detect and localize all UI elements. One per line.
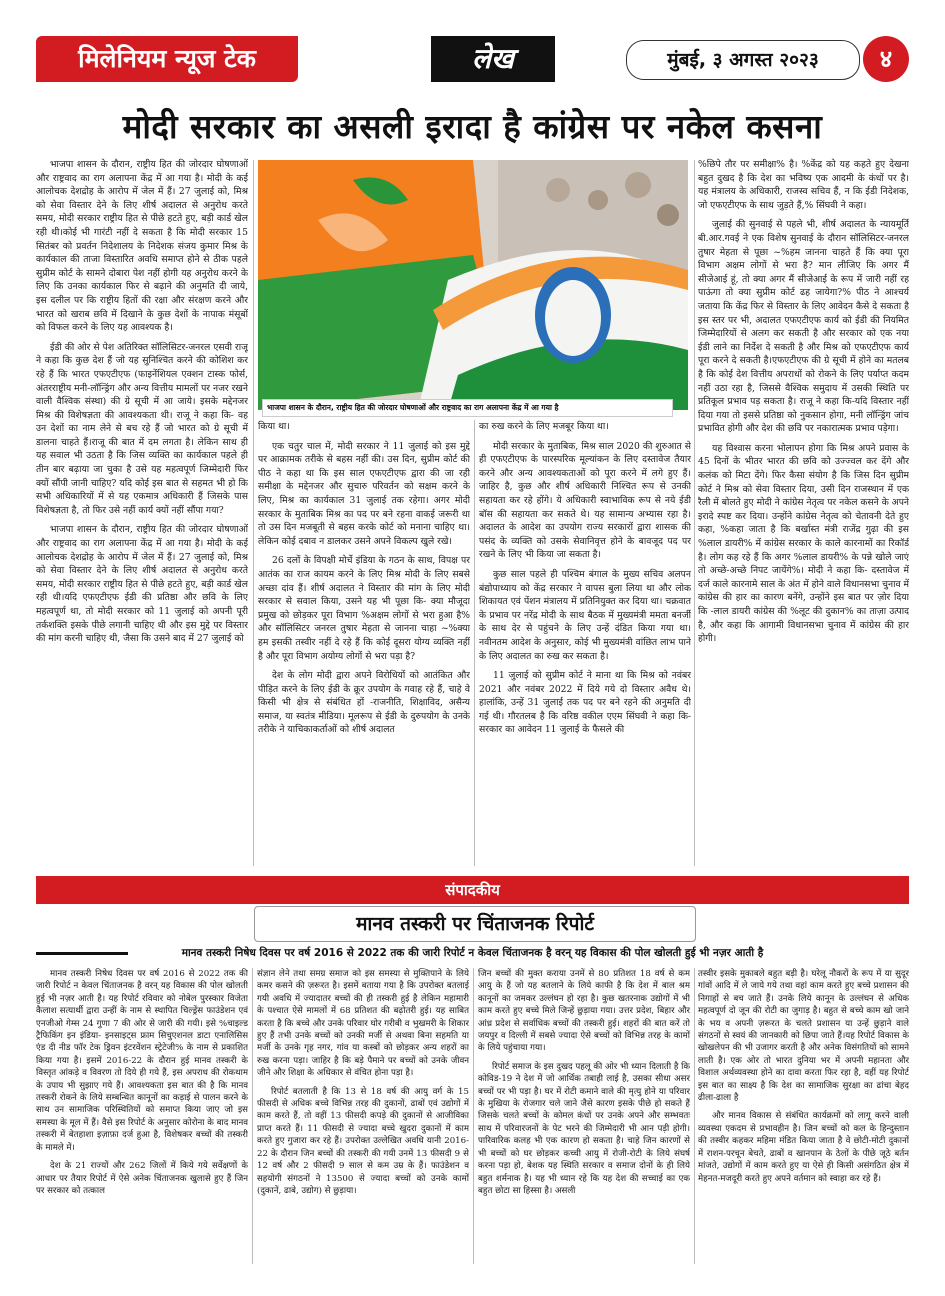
column-rule (253, 160, 254, 866)
photo-caption: भाजपा शासन के दौरान, राष्ट्रीय हित की जोरदार घोषणाओं और राष्ट्रवाद का राग अलापना केंद्र में आ गया है (262, 399, 673, 417)
paragraph: जुलाई की सुनवाई से पहले भी, शीर्ष अदालत के न्यायमूर्ति बी.आर.गवई ने एक विशेष सुनवाई के दौरान सॉलिसिटर-जनरल तुषार मेहता से पूछा ~%हम जानना चाहते हैं कि क्या पूरा विभाग अक्षम लोगों से भरा है? मान लीजिए कि अगर मैं सीजेआई हूं, तो क्या अगर मैं सीजेआई के रूप में जारी नहीं रह पाऊंगा तो क्या सुप्रीम कोर्ट ढह जायेगा?% पीठ ने आश्चर्य जताया कि केंद्र फिर से विस्तार के लिए आवेदन कैसे दे सकता है इस स्तर पर भी, अदालत एफएटीएफ कार्य को ईडी की नियमित जिम्मेदारियों से अलग कर सकती है और सरकार को एक नया ईडी लाने का निर्देश दे सकती है और मिश्र को एफएटीएफ कार्य पूरा करने दे सकती है।एफएटीएफ की ग्रे सूची में होने का मतलब है कि कोई देश वित्तीय अपराधों को रोकने के लिए पर्याप्त कदम नहीं उठा रहा है, जिससे वैश्विक समुदाय में उसकी स्थिति पर प्रतिकूल प्रभाव पड़ सकता है। राजू ने कहा कि-यदि विस्तार नहीं दिया गया तो इससे प्रतिष्ठा को नुकसान होगा, मनी लॉन्ड्रिंग जांच प्रभावित होगी और देश की छवि पर नकारात्मक प्रभाव पड़ेगा। (698, 219, 909, 435)
paragraph: रिपोर्ट बतलाती है कि 13 से 18 वर्ष की आयु वर्ग के 15 फीसदी से अधिक बच्चे विभिन्न तरह की दुकानों, ढाबों एवं उद्योगों में काम करते हैं, तो वहीं 13 फीसदी कपड़े की दुकानों से आजीविका प्राप्त करते हैं। 11 फीसदी से ज्यादा बच्चे खुदरा दुकानों में काम करते हुए गुजारा कर रहे हैं। उपरोक्त उल्लेखित अवधि यानी 2016-22 के दौरान जिन बच्चों की तस्करी की गयी उनमें 13 फीसदी 9 से 12 वर्ष और 2 फीसदी 9 साल से कम उम्र के हैं। फाउंडेशन व सहयोगी संगठनों ने 13500 से ज्यादा बच्चों को उनके कामों (दुकानें, ढाबे, उद्योग) से छुड़ाया। (257, 1086, 469, 1196)
paragraph: और मानव विकास से संबंधित कार्यक्रमों को लागू करने वाली व्यवस्था एकदम से प्रभावहीन है। जिन बच्चों को कल के हिन्दुस्तान की तस्वीर कहकर महिमा मंडित किया जाता है वे छोटी-मोटी दुकानों में राशन-परचून बेचते, ढाबों व खानपान के ठेलों के पीछे जूठे बर्तन मांजते, उद्योगों में काम करते हुए या ऐसे ही किसी असंगठित क्षेत्र में मेहनत-मजदूरी करते हुए अपने वर्तमान को स्वाहा कर रहे हैं। (698, 1111, 909, 1184)
newspaper-brand: मिलेनियम न्यूज टेक (36, 36, 298, 82)
paragraph: एक चतुर चाल में, मोदी सरकार ने 11 जुलाई को इस मुद्दे पर आक्रामक तरीके से बहस नहीं की। उस दिन, सुप्रीम कोर्ट की पीठ ने कहा था कि इस साल एफएटीएफ द्वारा की जा रही समीक्षा के मद्देनजर और सुचारु परिवर्तन को सक्षम करने के लिए, मिश्र का कार्यकाल 31 जुलाई तक रहेगा। अगर मोदी सरकार के मुताबिक मिश्र का पद पर बने रहना वाकई जरूरी था तो उस दिन मजबूती से बहस करके कोर्ट को मनाना चाहिए था। लेकिन कोई दबाव न डालकर उसने अपने विकल्प खुले रखे। (258, 440, 470, 547)
column-rule (474, 420, 475, 866)
paragraph: रिपोर्ट समाज के इस दुखद पहलू की ओर भी ध्यान दिलाती है कि कोविड-19 ने देश में जो आर्थिक तबाही लाई है, उसका सीधा असर बच्चों पर भी पड़ा है। घर में रोटी कमाने वाले की मृत्यु होने या परिवार के मुखिया के रोजगार चले जाने जैसे कारण इसके पीछे हो सकते हैं जिसके चलते बच्चों के कोमल कंधों पर उनके अपने और सम्भवतः साथ में परिवारजनों के पेट भरने की जिम्मेदारी भी आन पड़ी होगी। पारिवारिक कलह भी एक कारण हो सकता है। चाहे जिन कारणों से भी बच्चों को घर छोड़कर कच्ची आयु में रोजी-रोटी के लिये संघर्ष करना पड़ा हो, बेशक यह स्थिति सरकार व समाज दोनों के ही लिये बहुत शर्मनाक है। यह भी ध्यान रहे कि यह देश की सच्चाई का एक बहुत छोटा सा हिस्सा है। असली (478, 1061, 690, 1196)
editorial-headline: मानव तस्करी पर चिंताजनक रिपोर्ट (254, 906, 696, 942)
paragraph: %छिपे तौर पर समीक्षा% है। %केंद्र को यह कहते हुए देखना बहुत दुखद है कि देश का भविष्य एक आदमी के कंधों पर है। यह मंत्रालय के अधिकारी, राजस्व सचिव हैं, न कि ईडी निदेशक, जो एफएटीएफ के साथ जुड़ते हैं,% सिंघवी ने कहा। (698, 159, 909, 211)
column-rule (694, 160, 695, 866)
paragraph: मोदी सरकार के मुताबिक, मिश्र साल 2020 की शुरुआत से ही एफएटीएफ के पारस्परिक मूल्यांकन के लिए दस्तावेज तैयार करने और अन्य आवश्यकताओं को पूरा करने में लगे हुए हैं। जाहिर है, कुछ और शीर्ष अधिकारी निश्चित रूप से उनकी सहायता कर रहे होंगे। ये अधिकारी स्वाभाविक रूप से नये ईडी बॉस की सहायता कर सकते थे। यह सामान्य अभ्यास रहा है। अदालत के आदेश का उपयोग राज्य सरकारों द्वारा शासक की पसंद के व्यक्ति को उसके सेवानिवृत्त होने के बावजूद पद पर रखने के लिए भी किया जा सकता है। (479, 440, 691, 561)
section-label: लेख (431, 36, 555, 82)
paragraph: 26 दलों के विपक्षी मोर्चे इंडिया के गठन के साथ, विपक्ष पर आतंक का राज कायम करने के लिए मिश्र मोदी के लिए सबसे अच्छा दांव हैं। शीर्ष अदालत ने विस्तार की मांग के लिए मोदी सरकार से सवाल किया, उसने यह भी पूछा कि- क्या मौजूदा प्रमुख को छोड़कर पूरा विभाग %अक्षम लोगों से भरा हुआ है% और सॉलिसिटर जनरल तुषार मेहता से जानना चाहा ~%क्या हम इसकी तस्वीर नहीं दे रहे हैं कि कोई दूसरा योग्य व्यक्ति नहीं है और पूरा विभाग अयोग्य लोगों से भरा पड़ा है? (258, 555, 470, 662)
article-column-2 (258, 420, 470, 866)
bjp-congress-flags-illustration (258, 160, 688, 410)
article-column-4 (698, 158, 909, 866)
paragraph: देश के लोग मोदी द्वारा अपने विरोधियों को आतंकित और पीड़ित करने के लिए ईडी के क्रूर उपयोग के गवाह रहे हैं, चाहे वे किसी भी क्षेत्र से संबंधित हों -राजनीति, शिक्षाविद, असैन्य समाज, या स्वतंत्र मीडिया। मूलरूप से ईडी के दुरुपयोग के उनके तरीके ने याचिकाकर्ताओं को शीर्ष अदालत (258, 670, 470, 736)
page-number-badge: ४ (863, 36, 909, 82)
column-rule (694, 968, 695, 1264)
paragraph: भाजपा शासन के दौरान, राष्ट्रीय हित की जोरदार घोषणाओं और राष्ट्रवाद का राग अलापना केंद्र में आ गया है। मोदी के कई आलोचक देशद्रोह के आरोप में जेल में हैं। 27 जुलाई को, मिश्र को सेवा विस्तार देने के लिए शीर्ष अदालत से अनुरोध करते समय, मोदी सरकार राष्ट्रीय हित से पीछे हटते हुए, बड़ी कार्ड खेल रही थी।यदि एफएटीएफ ईडी की प्रतिष्ठा और छवि के लिए महत्वपूर्ण था, तो मोदी सरकार को 11 जुलाई को अपनी पूरी तर्कशक्ति इसके पीछे लगानी चाहिए थी और इस मुद्दे पर विस्तार की मांग करनी चाहिए थी, जैसा कि उसने बाद में 27 जुलाई को (36, 524, 248, 645)
dateline: मुंबई, ३ अगस्त २०२३ (626, 40, 860, 80)
editorial-strapline: मानव तस्करी निषेध दिवस पर वर्ष 2016 से 2022 तक की जारी रिपोर्ट न केवल चिंताजनक है वरन् यह विकास की पोल खोलती हुई भी नज़र आती है (181, 947, 764, 959)
paragraph: का रुख करने के लिए मजबूर किया था। (479, 421, 609, 432)
editorial-column-2 (257, 968, 469, 1264)
paragraph: मानव तस्करी निषेध दिवस पर वर्ष 2016 से 2022 तक की जारी रिपोर्ट न केवल चिंताजनक है वरन् यह विकास की पोल खोलती हुई भी नज़र आती है। यह रिपोर्ट रविवार को नोबेल पुरस्कार विजेता कैलाश सत्यार्थी द्वारा उन्हीं के नाम से स्थापित चिल्ड्रेंस फाउंडेशन एवं एनजीओ गेम्स 24 गुणा 7 की ओर से जारी की गयी। इसे %चाइल्ड ट्रैफिकिंग इन इंडिया- इनसाइट्स फ्राम सिचुएशनल डाटा एनालिसिस एंड दी नीड फॉर टेक ड्रिवन इंटरवेंशन स्ट्रेटेजी% के नाम से प्रकाशित किया गया है। इसमें 2016-22 के दौरान हुई मानव तस्करी के विस्तृत आंकड़े व विवरण तो दिये ही गये हैं, इस अपराध की रोकथाम के उपाय भी सुझाए गये हैं। आवश्यकता इस बात की है कि मानव तस्करी रोकने के लिये सम्बन्धित कानूनों का कड़ाई से पालन करने के साथ उन सामाजिक परिस्थितियों को समाप्त किया जाए जो इस समस्या के मूल में हैं। वैसे इस रिपोर्ट के अनुसार कोरोना के बाद मानव तस्करी में बेतहाशा इज़ाफ़ा दर्ज हुआ है, विशेषकर बच्चों की तस्करी के मामले में। (36, 969, 248, 1153)
paragraph: 11 जुलाई को सुप्रीम कोर्ट ने माना था कि मिश्र को नवंबर 2021 और नवंबर 2022 में दिये गये दो विस्तार अवैध थे। हालांकि, उन्हें 31 जुलाई तक पद पर बने रहने की अनुमति दी गई थी। गौरतलब है कि वरिष्ठ वकील एएम सिंघवी ने कहा कि-सरकार का आवेदन 11 जुलाई के फैसले की (479, 670, 691, 736)
column-rule (252, 968, 253, 1264)
editorial-column-1 (36, 968, 248, 1264)
paragraph: कुछ साल पहले ही पश्चिम बंगाल के मुख्य सचिव अलपन बंद्योपाध्याय को केंद्र सरकार ने वापस बुला लिया था और लोक शिकायत एवं पेंशन मंत्रालय में प्रतिनियुक्त कर दिया था। चक्रवात के प्रभाव पर नरेंद्र मोदी के साथ बैठक में मुख्यमंत्री ममता बनर्जी के साथ देर से पहुंचने के लिए उन्हें दंडित किया गया था। नवीनतम आदेश के अनुसार, कोई भी मुख्यमंत्री वांछित लाभ पाने के लिए अदालत का रुख कर सकता है। (479, 568, 691, 662)
editorial-label: संपादकीय (445, 881, 500, 899)
editorial-column-3 (478, 968, 690, 1264)
article-column-1 (36, 158, 248, 866)
flags-photo (258, 160, 688, 410)
article-column-3 (479, 420, 691, 866)
paragraph: ईडी की ओर से पेश अतिरिक्त सॉलिसिटर-जनरल एसवी राजू ने कहा कि कुछ देश हैं जो यह सुनिश्चित करने की कोशिश कर रहे हैं कि भारत एफएटीएफ (फाइनेंशियल एक्शन टास्क फोर्स, अंतरराष्ट्रीय मनी-लॉन्ड्रिंग और अन्य वित्तीय मामलों पर नजर रखने वाली वैश्विक संस्था) की ग्रे सूची में आ जाये। इसके मद्देनजर मिश्र की विशेषज्ञता की आवश्यकता थी। राजू ने कहा कि- वह उन देशों का नाम लेने से बच रहे हैं जो भारत को ग्रे सूची में डालना चाहते हैं।राजू की बात में दम लगता है। लेकिन साथ ही यह सवाल भी उठता है कि जिस व्यक्ति का कार्यकाल पहले ही तीन बार बढ़ाया जा चुका है उसे यह महत्वपूर्ण जिम्मेदारी फिर क्यों सौंपी जानी चाहिए? यदि कोई इस बात से सहमत भी हो कि सभी अधिकारियों में से यह एकमात्र अधिकारी हैं जिसके पास विशेषज्ञता है, तो फिर उसे नहीं कार्य क्यों नहीं सौंपा गया? (36, 341, 248, 516)
paragraph: यह विश्वास करना भोलापन होगा कि मिश्र अपने प्रवास के 45 दिनों के भीतर भारत की छवि को उज्ज्वल कर देंगे और कलंक को मिटा देंगे। फिर कैसा संयोग है कि जिस दिन सुप्रीम कोर्ट ने मिश्र को सेवा विस्तार दिया, उसी दिन राजस्थान में एक रैली में बोलते हुए मोदी ने कांग्रेस नेतृत्व पर नकेल कसने के अपने इरादे स्पष्ट कर दिया। उन्होंने कांग्रेस नेतृत्व को चेतावनी देते हुए कहा, %कहा जाता है कि बर्खास्त मंत्री राजेंद्र गुढ़ा की इस %लाल डायरी% में कांग्रेस सरकार के काले कारनामों का रिकॉर्ड है। लोग कह रहे हैं कि अगर %लाल डायरी% के पन्ने खोले जाएं तो अच्छे-अच्छे निपट जायेंगे%। मोदी ने कहा कि- दस्तावेज में दर्ज काले कारनामे साल के अंत में होने वाले विधानसभा चुनाव में कांग्रेस की हार का कारण बनेंगे, उन्होंने इस बात पर ज़ोर दिया कि -लाल डायरी कांग्रेस की %लूट की दुकान% का ताज़ा उत्पाद है, और कहा कि आगामी विधानसभा चुनाव में कांग्रेस की हार होगी। (698, 442, 909, 645)
paragraph: संज्ञान लेने तथा समग्र समाज को इस समस्या से मुक्तिपाने के लिये कमर कसने की ज़रूरत है। इसमें बताया गया है कि उपरोक्त बतलाई गयी अवधि में ज्यादातर बच्चों की ही तस्करी हुई है लेकिन महामारी के पश्चात ऐसे मामलों में 68 प्रतिशत की बढ़ोतरी हुई। यह साबित करता है कि बच्चे और उनके परिवार घोर गरीबी व भुखमरी के शिकार हुए हैं तभी उनके बच्चों को उनकी मर्जी से अथवा बिना सहमति या मर्जी के उनके गृह नगर, गांव या कस्बों को छोड़कर अन्य शहरों का रुख करना पड़ा। जाहिर है कि बड़े पैमाने पर बच्चों को उनके जीवन जीने और शिक्षा के अधिकार से वंचित होना पड़ा है। (257, 969, 469, 1079)
paragraph: तस्वीर इसके मुकाबले बहुत बड़ी है। घरेलू नौकरों के रूप में या सुदूर गांवों आदि में ले जाये गये तथा वहां काम करते हुए बच्चे प्रशासन की निगाहों से बच जाते हैं। उनके लिये कानून के उल्लंघन से अधिक महत्वपूर्ण दो जून की रोटी का जुगाड़ है। बहुत से बच्चे काम खो जाने के भय व अपनी ज़रूरत के चलते प्रशासन या उन्हें छुड़ाने वाले संगठनों से स्वयं की जानकारी को छिपा जाते हैं।यह रिपोर्ट विकास के खोखलेपन की भी उजागर करती है और अनेक विसंगतियों को सामने लाती है। एक ओर तो भारत दुनिया भर में अपनी महानता और विशाल अर्थव्यवस्था होने का दावा करता फिर रहा है, वहीं यह रिपोर्ट इस बात का साक्ष्य है कि देश का सामाजिक सुरक्षा का ढांचा बेहद ढीला-ढाला है (698, 969, 909, 1104)
column-rule (473, 968, 474, 1264)
paragraph: किया था। (258, 421, 290, 432)
editorial-column-4 (698, 968, 909, 1264)
paragraph: देश के 21 राज्यों और 262 जिलों में किये गये सर्वेक्षणों के आधार पर तैयार रिपोर्ट में ऐसे अनेक चिंताजनक खुलासे हुए हैं जिन पर सरकार को तत्काल (36, 1161, 248, 1196)
article-headline: मोदी सरकार का असली इरादा है कांग्रेस पर नकेल कसना (122, 107, 823, 146)
paragraph: जिन बच्चों की मुक्त कराया उनमें से 80 प्रतिशत 18 वर्ष से कम आयु के हैं जो यह बतलाने के लिये काफी है कि देश में बाल श्रम कानूनों का जमकर उल्लंघन हो रहा है। कुछ खतरनाक उद्योगों में भी काम करते हुए बच्चे मिले जिन्हें छुड़ाया गया। उत्तर प्रदेश, बिहार और आंध्र प्रदेश से सर्वाधिक बच्चों की तस्करी हुई। शहरों की बात करें तो जयपुर व दिल्ली में सबसे ज्यादा ऐसे बच्चों को विभिन्न तरह के कामों के लिये पहुंचाया गया। (478, 969, 690, 1054)
paragraph: भाजपा शासन के दौरान, राष्ट्रीय हित की जोरदार घोषणाओं और राष्ट्रवाद का राग अलापना केंद्र में आ गया है। मोदी के कई आलोचक देशद्रोह के आरोप में जेल में हैं। 27 जुलाई को, मिश्र को सेवा विस्तार देने के लिए शीर्ष अदालत से अनुरोध करते समय, मोदी सरकार राष्ट्रीय हित से पीछे हटते हुए, बड़ी कार्ड खेल रही थी।कोई भी गारंटी नहीं दे सकता है कि मोदी सरकार 15 सितंबर को प्रवर्तन निदेशालय के निदेशक संजय कुमार मिश्र के कार्यकाल की ताजा विस्तारित अवधि समाप्त होने से ठीक पहले सुप्रीम कोर्ट के सामने दोबारा पेश नहीं होगी यह अनुरोध करने के लिए कि उनका कार्यकाल फिर से बढ़ाने की अनुमति दी जाये, इस दलील पर कि राष्ट्रीय हितों की रक्षा और संरक्षण करने और भारत को खराब छवि में दिखाने के कुछ देशों के नापाक मंसूबों को विफल करने के लिए यह आवश्यक है। (36, 159, 248, 334)
masthead (36, 36, 909, 82)
